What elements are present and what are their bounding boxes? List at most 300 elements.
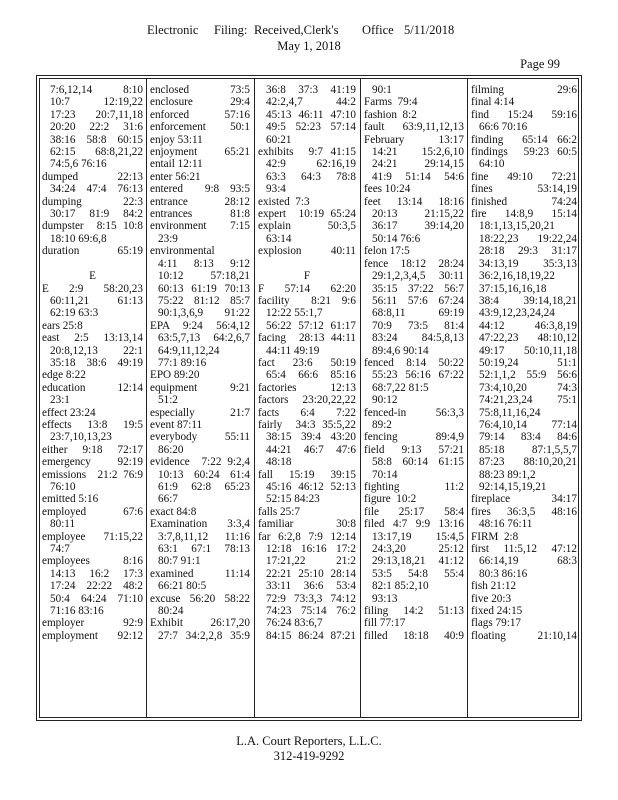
index-entry: exhibits 9:7 41:15 bbox=[258, 146, 356, 159]
index-continuation: 23:9 bbox=[158, 232, 178, 245]
index-line bbox=[258, 506, 356, 518]
index-line bbox=[258, 307, 356, 319]
index-line bbox=[150, 369, 250, 381]
index-line bbox=[364, 84, 464, 96]
index-entry: emergency 92:19 bbox=[42, 456, 143, 469]
index-continuation: 28:18 29:3 31:17 bbox=[479, 245, 577, 258]
index-entry: file 25:17 58:4 bbox=[364, 505, 464, 518]
index-entry: fault 63:9,11,12,13 bbox=[364, 121, 464, 134]
index-line bbox=[258, 493, 356, 505]
index-line bbox=[42, 493, 143, 505]
index-line bbox=[471, 84, 577, 96]
index-line bbox=[42, 208, 143, 220]
index-entry: FIRM 2:8 bbox=[471, 530, 519, 543]
index-column-2 bbox=[150, 84, 250, 642]
index-continuation: 68:8,11 69:19 bbox=[372, 307, 464, 320]
index-line bbox=[471, 617, 577, 629]
index-line bbox=[364, 543, 464, 555]
index-line bbox=[471, 481, 577, 493]
index-line bbox=[258, 171, 356, 183]
index-entry: fires 36:3,5 48:16 bbox=[471, 505, 577, 518]
index-continuation: 17:24 22:22 48:2 bbox=[50, 580, 143, 593]
index-line bbox=[42, 295, 143, 307]
index-entry: far 6:2,8 7:9 12:14 bbox=[258, 530, 356, 543]
index-entry: environment 7:15 bbox=[150, 220, 250, 233]
index-entry: fence 18:12 28:24 bbox=[364, 257, 464, 270]
index-line bbox=[258, 456, 356, 468]
index-line bbox=[471, 369, 577, 381]
index-continuation: 44:12 46:3,8,19 bbox=[479, 319, 577, 332]
index-line bbox=[42, 382, 143, 394]
index-continuation: 93:4 bbox=[266, 183, 286, 196]
index-line bbox=[471, 382, 577, 394]
index-line bbox=[42, 506, 143, 518]
index-continuation: 90:12 bbox=[372, 394, 398, 407]
index-entry: filming 29:6 bbox=[471, 84, 577, 96]
filing-date: May 1, 2018 bbox=[277, 39, 341, 53]
index-continuation: 41:9 51:14 54:6 bbox=[372, 170, 464, 183]
index-line bbox=[364, 307, 464, 319]
index-line bbox=[364, 208, 464, 220]
index-entry: expert 10:19 65:24 bbox=[258, 208, 356, 221]
index-entry: Farms 79:4 bbox=[364, 96, 418, 109]
index-continuation: 10:13 60:24 61:4 bbox=[158, 468, 250, 481]
index-continuation: 74:7 bbox=[50, 543, 70, 556]
index-line bbox=[258, 568, 356, 580]
index-line bbox=[150, 469, 250, 481]
index-column-4 bbox=[364, 84, 464, 642]
index-line bbox=[471, 407, 577, 419]
index-entry: floating 21:10,14 bbox=[471, 629, 577, 642]
index-line bbox=[150, 332, 250, 344]
index-entry: exact 84:8 bbox=[150, 505, 197, 518]
index-line bbox=[258, 444, 356, 456]
index-continuation: 29:1,2,3,4,5 30:11 bbox=[372, 270, 464, 283]
index-line bbox=[42, 531, 143, 543]
index-continuation: 63:1 67:1 78:13 bbox=[158, 543, 250, 556]
index-line bbox=[364, 295, 464, 307]
index-line bbox=[42, 407, 143, 419]
index-continuation: 35:15 37:22 56:7 bbox=[372, 282, 464, 295]
index-line bbox=[471, 258, 577, 270]
index-entry: fine 49:10 72:21 bbox=[471, 170, 577, 183]
index-continuation: 3:7,8,11,12 11:16 bbox=[158, 530, 250, 543]
index-line bbox=[42, 456, 143, 468]
index-line bbox=[258, 320, 356, 332]
index-continuation: 51:2 bbox=[158, 394, 178, 407]
index-line bbox=[471, 493, 577, 505]
index-entry: emissions 21:2 76:9 bbox=[42, 468, 143, 481]
index-line bbox=[258, 109, 356, 121]
index-line bbox=[150, 506, 250, 518]
column-divider bbox=[146, 78, 147, 718]
index-entry: duration 65:19 bbox=[42, 245, 143, 258]
index-entry: enclosure 29:4 bbox=[150, 96, 250, 109]
index-line bbox=[150, 295, 250, 307]
index-continuation: 76:10 bbox=[50, 481, 76, 493]
index-line bbox=[42, 233, 143, 245]
index-continuation: 38:16 58:8 60:15 bbox=[50, 133, 143, 146]
index-entry: E 2:9 58:20,23 bbox=[42, 282, 143, 295]
column-divider bbox=[254, 78, 255, 718]
index-line bbox=[364, 158, 464, 170]
index-line bbox=[258, 84, 356, 96]
received-label: Received,Clerk's bbox=[254, 23, 339, 37]
office-label: Office bbox=[362, 23, 394, 37]
index-continuation: 45:13 46:11 47:10 bbox=[266, 108, 356, 121]
index-continuation: 48:16 76:11 bbox=[479, 518, 533, 531]
index-entry: entrances 81:8 bbox=[150, 208, 250, 221]
index-entry: fighting 11:2 bbox=[364, 481, 464, 493]
index-line bbox=[364, 233, 464, 245]
index-entry: fish 21:12 bbox=[471, 580, 517, 593]
index-line bbox=[364, 518, 464, 530]
index-line bbox=[42, 146, 143, 158]
index-continuation: 64:10 bbox=[479, 158, 505, 171]
index-entry: ears 25:8 bbox=[42, 319, 83, 332]
index-entry: employment 92:12 bbox=[42, 629, 143, 642]
page-number: Page 99 bbox=[520, 57, 560, 71]
index-line bbox=[150, 84, 250, 96]
index-continuation: 58:8 60:14 61:15 bbox=[372, 456, 464, 469]
index-line bbox=[471, 109, 577, 121]
index-line bbox=[150, 518, 250, 530]
index-line bbox=[258, 531, 356, 543]
index-continuation: 66:6 70:16 bbox=[479, 121, 528, 134]
index-continuation: 50:19,24 51:1 bbox=[479, 356, 577, 369]
index-line bbox=[150, 345, 250, 357]
index-continuation: 63:5,7,13 64:2,6,7 bbox=[158, 332, 250, 345]
index-entry: event 87:11 bbox=[150, 418, 203, 431]
office-date: 5/11/2018 bbox=[404, 23, 455, 37]
index-line bbox=[258, 96, 356, 108]
index-line bbox=[150, 382, 250, 394]
index-line bbox=[471, 431, 577, 443]
index-entry: edge 8:22 bbox=[42, 369, 86, 382]
index-continuation: 74:5,6 76:16 bbox=[50, 158, 107, 171]
filing-label: Electronic bbox=[147, 23, 199, 37]
index-line bbox=[364, 493, 464, 505]
index-line bbox=[150, 630, 250, 642]
index-line bbox=[42, 630, 143, 642]
index-entry: examined 11:14 bbox=[150, 567, 250, 580]
index-line bbox=[150, 407, 250, 419]
index-line bbox=[42, 555, 143, 567]
index-line bbox=[471, 630, 577, 642]
index-entry: fire 14:8,9 15:14 bbox=[471, 208, 577, 221]
index-line bbox=[258, 369, 356, 381]
index-entry: dumped 22:13 bbox=[42, 170, 143, 183]
index-continuation: 60:21 bbox=[266, 133, 292, 146]
index-line bbox=[258, 481, 356, 493]
index-line bbox=[42, 518, 143, 530]
index-entry: entail 12:11 bbox=[150, 158, 203, 171]
index-line bbox=[258, 220, 356, 232]
index-line bbox=[364, 121, 464, 133]
index-line bbox=[471, 245, 577, 257]
index-line bbox=[258, 146, 356, 158]
index-line bbox=[258, 208, 356, 220]
index-line bbox=[471, 220, 577, 232]
index-line bbox=[42, 196, 143, 208]
index-line bbox=[258, 283, 356, 295]
index-line bbox=[258, 196, 356, 208]
index-continuation: 89:4,6 90:14 bbox=[372, 344, 429, 357]
index-continuation: 60:11,21 61:13 bbox=[50, 294, 143, 307]
index-line bbox=[471, 196, 577, 208]
index-continuation: 65:4 66:6 85:16 bbox=[266, 369, 356, 382]
index-line bbox=[471, 444, 577, 456]
index-line bbox=[42, 84, 143, 96]
index-line bbox=[364, 407, 464, 419]
index-continuation: 76:24 83:6,7 bbox=[266, 617, 323, 630]
index-entry: dumpster 8:15 10:8 bbox=[42, 220, 143, 233]
index-continuation: 62:15 68:8,21,22 bbox=[50, 146, 143, 159]
index-entry: fairly 34:3 35:5,22 bbox=[258, 418, 356, 431]
index-continuation: 66:7 bbox=[158, 493, 178, 506]
index-line bbox=[258, 158, 356, 170]
index-entry: filed 4:7 9:9 13:16 bbox=[364, 518, 464, 531]
index-line bbox=[364, 171, 464, 183]
index-line bbox=[471, 555, 577, 567]
index-line bbox=[150, 419, 250, 431]
index-entry: felon 17:5 bbox=[364, 245, 410, 258]
index-entry: education 12:14 bbox=[42, 381, 143, 394]
index-continuation: 75:8,11,16,24 bbox=[479, 406, 541, 419]
index-line bbox=[364, 444, 464, 456]
index-entry: finished 74:24 bbox=[471, 195, 577, 208]
index-line bbox=[42, 307, 143, 319]
index-line bbox=[42, 109, 143, 121]
index-entry: figure 10:2 bbox=[364, 493, 417, 506]
index-line bbox=[364, 531, 464, 543]
index-line bbox=[42, 158, 143, 170]
index-continuation: 87:23 88:10,20,21 bbox=[479, 456, 577, 469]
index-line bbox=[42, 593, 143, 605]
index-line bbox=[150, 96, 250, 108]
index-continuation: 50:4 64:24 71:10 bbox=[50, 592, 143, 605]
index-continuation: 76:4,10,14 77:14 bbox=[479, 418, 577, 431]
index-entry: enforcement 50:1 bbox=[150, 121, 250, 134]
index-continuation: 20:20 22:2 31:6 bbox=[50, 121, 143, 134]
index-entry: everybody 55:11 bbox=[150, 431, 250, 444]
index-continuation: 53:5 54:8 55:4 bbox=[372, 567, 464, 580]
index-continuation: 93:13 bbox=[372, 592, 398, 605]
index-line bbox=[150, 270, 250, 282]
index-column-5 bbox=[471, 84, 577, 642]
filing-word: Filing: bbox=[214, 23, 248, 37]
index-entry: final 4:14 bbox=[471, 96, 515, 109]
index-entry: employees 8:16 bbox=[42, 555, 143, 568]
index-line bbox=[42, 568, 143, 580]
index-continuation: 43:9,12,23,24,24 bbox=[479, 307, 555, 320]
index-line bbox=[150, 357, 250, 369]
index-continuation: 18:10 69:6,8 bbox=[50, 232, 107, 245]
index-continuation: 55:23 56:16 67:22 bbox=[372, 369, 464, 382]
index-line bbox=[150, 183, 250, 195]
index-entry: fenced-in 56:3,3 bbox=[364, 406, 464, 419]
index-continuation: 64:9,11,12,24 bbox=[158, 344, 220, 357]
index-entry: EPA 9:24 56:4,12 bbox=[150, 319, 250, 332]
index-entry: falls 25:7 bbox=[258, 505, 300, 518]
index-line bbox=[364, 345, 464, 357]
index-continuation: 72:9 73:3,3 74:12 bbox=[266, 592, 356, 605]
index-entry: first 11:5,12 47:12 bbox=[471, 543, 577, 556]
index-line bbox=[364, 555, 464, 567]
index-continuation: 17:21,22 21:2 bbox=[266, 555, 356, 568]
index-continuation: 49:5 52:23 57:14 bbox=[266, 121, 356, 134]
index-line bbox=[42, 171, 143, 183]
index-line bbox=[258, 580, 356, 592]
index-line bbox=[364, 332, 464, 344]
index-continuation: 68:7,22 81:5 bbox=[372, 381, 429, 394]
index-entry bbox=[258, 258, 356, 270]
index-line bbox=[364, 617, 464, 629]
index-line bbox=[150, 568, 250, 580]
index-line bbox=[364, 183, 464, 195]
index-entry: EPO 89:20 bbox=[150, 369, 200, 382]
index-entry: environmental bbox=[150, 245, 215, 258]
index-continuation: 77:1 89:16 bbox=[158, 356, 207, 369]
index-continuation: 90:1 bbox=[372, 84, 392, 96]
index-line bbox=[42, 332, 143, 344]
index-line bbox=[258, 345, 356, 357]
index-entry: Examination 3:3,4 bbox=[150, 518, 250, 531]
index-line bbox=[471, 134, 577, 146]
index-entry: effects 13:8 19:5 bbox=[42, 418, 143, 431]
index-entry: explain 50:3,5 bbox=[258, 220, 356, 233]
index-continuation: 70:9 73:5 81:4 bbox=[372, 319, 464, 332]
index-line bbox=[150, 196, 250, 208]
index-line bbox=[258, 630, 356, 642]
index-continuation: 89:2 bbox=[372, 418, 392, 431]
index-continuation: 33:11 36:6 53:4 bbox=[266, 580, 356, 593]
index-line bbox=[258, 431, 356, 443]
index-line bbox=[150, 245, 250, 257]
index-line bbox=[471, 208, 577, 220]
index-continuation: 62:19 63:3 bbox=[50, 307, 99, 320]
index-line bbox=[471, 183, 577, 195]
index-continuation: 36:17 39:14,20 bbox=[372, 220, 464, 233]
index-line bbox=[364, 394, 464, 406]
index-line bbox=[150, 158, 250, 170]
index-line bbox=[364, 469, 464, 481]
index-line bbox=[42, 245, 143, 257]
index-entry: enjoy 53:11 bbox=[150, 133, 203, 146]
column-divider bbox=[360, 78, 361, 718]
index-continuation: 92:14,15,19,21 bbox=[479, 481, 547, 493]
index-entry: fireplace 34:17 bbox=[471, 493, 577, 506]
index-entry: dumping 22:3 bbox=[42, 195, 143, 208]
index-line bbox=[42, 345, 143, 357]
index-continuation: 38:4 39:14,18,21 bbox=[479, 294, 577, 307]
index-line bbox=[364, 357, 464, 369]
index-entry: entrance 28:12 bbox=[150, 195, 250, 208]
index-line bbox=[471, 96, 577, 108]
index-continuation: 52:1,1,2 55:9 56:6 bbox=[479, 369, 577, 382]
index-line bbox=[150, 233, 250, 245]
index-continuation: 14:21 15:2,6,10 bbox=[372, 146, 464, 159]
index-continuation: 82:1 85:2,10 bbox=[372, 580, 429, 593]
index-continuation: 44:11 49:19 bbox=[266, 344, 320, 357]
index-line bbox=[364, 369, 464, 381]
index-line bbox=[42, 258, 143, 270]
index-entry: equipment 9:21 bbox=[150, 381, 250, 394]
index-line bbox=[364, 258, 464, 270]
index-continuation: 60:13 61:19 70:13 bbox=[158, 282, 250, 295]
index-entry: F 57:14 62:20 bbox=[258, 282, 356, 295]
index-line bbox=[150, 258, 250, 270]
index-entry: familiar 30:8 bbox=[258, 518, 356, 531]
index-continuation: 34:24 47:4 76:13 bbox=[50, 183, 143, 196]
footer-company: L.A. Court Reporters, L.L.C. bbox=[236, 734, 382, 748]
index-line bbox=[258, 183, 356, 195]
index-continuation: 50:14 76:6 bbox=[372, 232, 421, 245]
index-line bbox=[364, 506, 464, 518]
index-line bbox=[471, 605, 577, 617]
index-continuation: 56:22 57:12 61:17 bbox=[266, 319, 356, 332]
index-entry: facing 28:13 44:11 bbox=[258, 332, 356, 345]
index-line bbox=[42, 134, 143, 146]
index-line bbox=[150, 531, 250, 543]
index-continuation: 35:18 38:6 49:19 bbox=[50, 356, 143, 369]
index-continuation: 23:1 bbox=[50, 394, 70, 407]
index-entry: explosion 40:11 bbox=[258, 245, 356, 258]
index-entry: east 2:5 13:13,14 bbox=[42, 332, 143, 345]
index-line bbox=[150, 134, 250, 146]
index-entry: fact 23:6 50:19 bbox=[258, 356, 356, 369]
index-continuation: 37:15,16,16,18 bbox=[479, 282, 547, 295]
index-line bbox=[42, 96, 143, 108]
index-line bbox=[258, 593, 356, 605]
index-continuation: 18:1,13,15,20,21 bbox=[479, 220, 555, 233]
index-line bbox=[258, 245, 356, 257]
index-entry: five 20:3 bbox=[471, 592, 512, 605]
index-line bbox=[471, 307, 577, 319]
index-continuation: 20:8,12,13 22:1 bbox=[50, 344, 143, 357]
index-line bbox=[150, 605, 250, 617]
index-continuation: 47:22,23 48:10,12 bbox=[479, 332, 577, 345]
index-continuation: 70:14 bbox=[372, 468, 398, 481]
index-line bbox=[364, 419, 464, 431]
index-line bbox=[471, 518, 577, 530]
index-continuation: 44:21 46:7 47:6 bbox=[266, 443, 356, 456]
index-entry: existed 7:3 bbox=[258, 195, 310, 208]
index-line bbox=[258, 382, 356, 394]
index-continuation: 45:16 46:12 52:13 bbox=[266, 481, 356, 493]
index-entry: employee 71:15,22 bbox=[42, 530, 143, 543]
index-line bbox=[150, 121, 250, 133]
index-line bbox=[150, 220, 250, 232]
index-continuation: 29:13,18,21 41:12 bbox=[372, 555, 464, 568]
index-entry: field 9:13 57:21 bbox=[364, 443, 464, 456]
index-line bbox=[42, 121, 143, 133]
index-line bbox=[471, 531, 577, 543]
index-entry: factors 23:20,22,22 bbox=[258, 394, 356, 407]
index-line bbox=[364, 146, 464, 158]
index-line bbox=[471, 506, 577, 518]
index-line bbox=[364, 96, 464, 108]
index-continuation: 63:14 bbox=[266, 232, 292, 245]
index-entry: employer 92:9 bbox=[42, 617, 143, 630]
index-line bbox=[364, 196, 464, 208]
index-line bbox=[364, 456, 464, 468]
index-entry: filled 18:18 40:9 bbox=[364, 629, 464, 642]
index-line bbox=[150, 208, 250, 220]
index-entry: fixed 24:15 bbox=[471, 605, 523, 618]
index-line bbox=[42, 394, 143, 406]
index-line bbox=[42, 580, 143, 592]
